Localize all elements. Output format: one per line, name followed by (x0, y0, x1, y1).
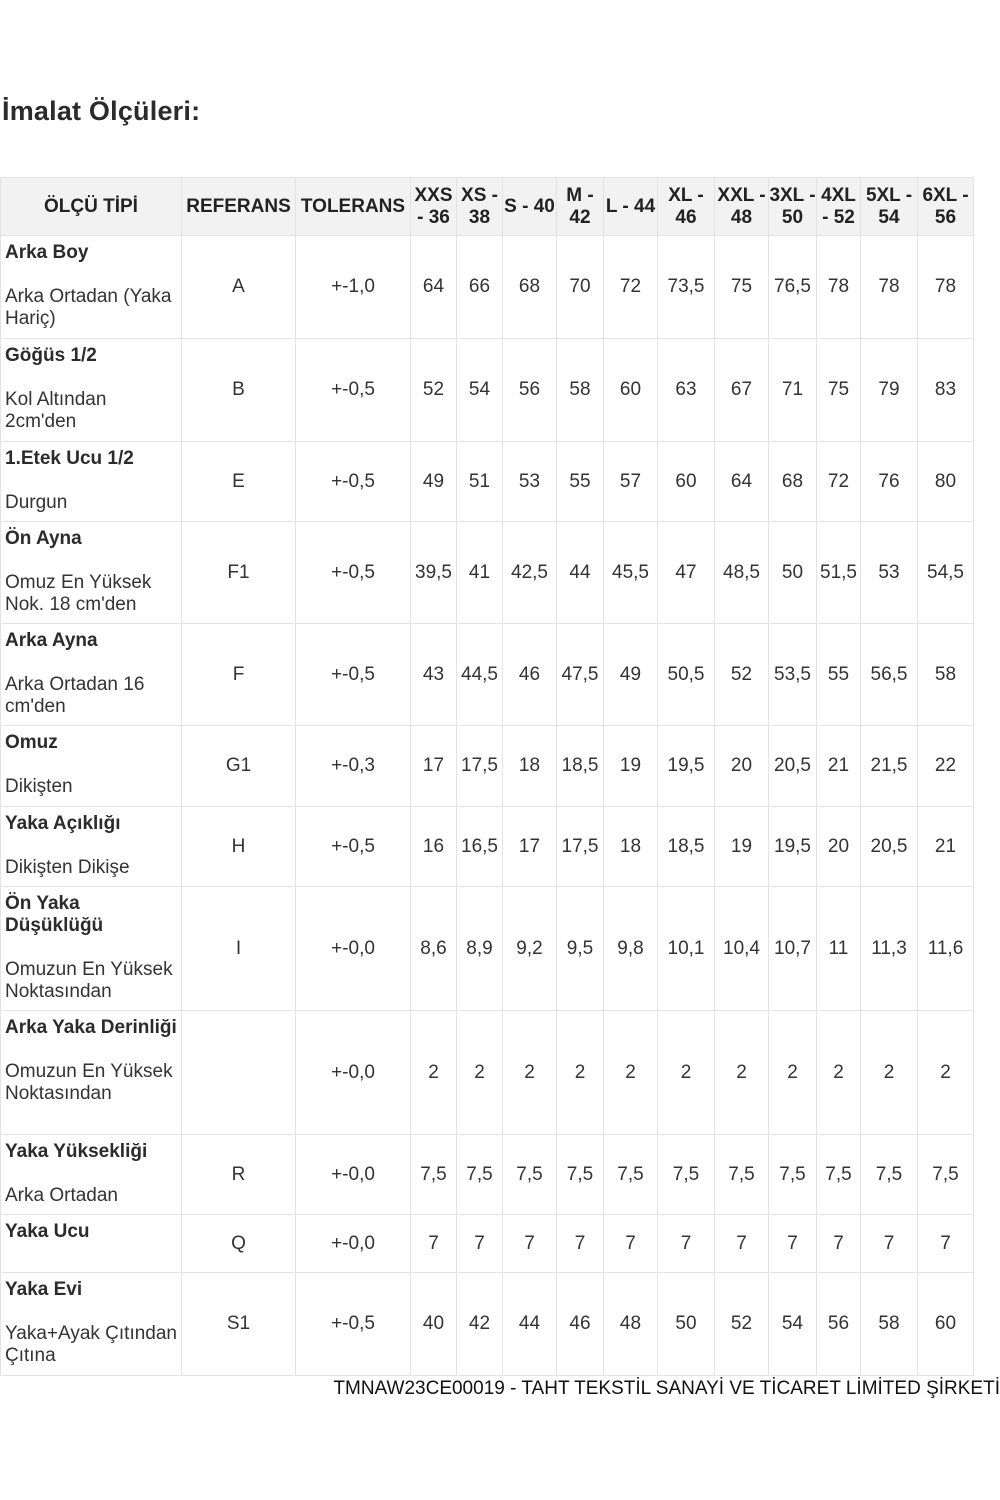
size-value-cell: 47,5 (557, 624, 604, 726)
measurement-name: Arka Ayna (5, 630, 98, 651)
header-size: XL - 46 (658, 178, 715, 236)
size-value-cell: 83 (918, 339, 974, 442)
table-row (1, 1215, 974, 1273)
size-value-cell: 7,5 (817, 1135, 861, 1215)
table-body (1, 236, 974, 1376)
size-value-cell: 56 (503, 339, 557, 442)
measurement-name: Yaka Yüksekliği (5, 1141, 148, 1162)
size-value-cell: 42 (457, 1273, 503, 1376)
size-value-cell: 44 (557, 522, 604, 624)
size-value-cell: 46 (503, 624, 557, 726)
size-value-cell: 50,5 (658, 624, 715, 726)
size-value-cell: 2 (769, 1011, 817, 1135)
header-tolerance: TOLERANS (296, 178, 411, 236)
page-title: İmalat Ölçüleri: (2, 96, 201, 126)
tolerance-cell: +-0,0 (296, 887, 411, 1011)
size-value-cell: 17,5 (457, 726, 503, 807)
size-value-cell: 73,5 (658, 236, 715, 339)
size-value-cell: 71 (769, 339, 817, 442)
size-value-cell: 78 (817, 236, 861, 339)
header-size: L - 44 (604, 178, 658, 236)
header-measurement-type: ÖLÇÜ TİPİ (1, 178, 182, 236)
measurement-description: Dikişten Dikişe (5, 857, 130, 878)
reference-cell: E (182, 442, 296, 522)
reference-cell: F (182, 624, 296, 726)
size-value-cell: 2 (918, 1011, 974, 1135)
measurement-description: Dikişten (5, 776, 73, 797)
size-value-cell: 75 (817, 339, 861, 442)
size-value-cell: 2 (604, 1011, 658, 1135)
size-value-cell: 2 (457, 1011, 503, 1135)
footer-company-text: TMNAW23CE00019 - TAHT TEKSTİL SANAYİ VE TİCARET LİMİTED ŞİRKETİ (333, 1378, 1000, 1399)
size-value-cell: 58 (918, 624, 974, 726)
table-row (1, 1011, 974, 1135)
size-value-cell: 63 (658, 339, 715, 442)
size-value-cell: 2 (817, 1011, 861, 1135)
measurement-description: Omuzun En Yüksek Noktasından (5, 1061, 173, 1104)
size-value-cell: 56 (817, 1273, 861, 1376)
size-value-cell: 11 (817, 887, 861, 1011)
size-value-cell: 2 (411, 1011, 457, 1135)
size-value-cell: 46 (557, 1273, 604, 1376)
reference-cell: G1 (182, 726, 296, 807)
size-value-cell: 72 (817, 442, 861, 522)
size-value-cell: 51,5 (817, 522, 861, 624)
size-value-cell: 10,4 (715, 887, 769, 1011)
table-header (1, 178, 974, 236)
table-row (1, 339, 974, 442)
size-value-cell: 50 (769, 522, 817, 624)
tolerance-cell: +-0,5 (296, 807, 411, 887)
size-value-cell: 21 (817, 726, 861, 807)
size-value-cell: 7,5 (861, 1135, 918, 1215)
size-value-cell: 7,5 (918, 1135, 974, 1215)
table-row (1, 1135, 974, 1215)
size-value-cell: 22 (918, 726, 974, 807)
reference-cell: R (182, 1135, 296, 1215)
table-row (1, 236, 974, 339)
size-value-cell: 7 (918, 1215, 974, 1273)
size-value-cell: 7 (503, 1215, 557, 1273)
size-value-cell: 52 (411, 339, 457, 442)
size-value-cell: 11,3 (861, 887, 918, 1011)
size-value-cell: 47 (658, 522, 715, 624)
measurement-name-cell (1, 236, 182, 339)
measurement-description: Omuzun En Yüksek Noktasından (5, 959, 173, 1002)
reference-cell: I (182, 887, 296, 1011)
size-value-cell: 80 (918, 442, 974, 522)
size-value-cell: 2 (861, 1011, 918, 1135)
size-value-cell: 7,5 (411, 1135, 457, 1215)
size-value-cell: 18 (503, 726, 557, 807)
size-value-cell: 19,5 (769, 807, 817, 887)
size-value-cell: 42,5 (503, 522, 557, 624)
size-value-cell: 11,6 (918, 887, 974, 1011)
header-size: 6XL - 56 (918, 178, 974, 236)
size-value-cell: 10,7 (769, 887, 817, 1011)
measurement-description: Arka Ortadan 16 cm'den (5, 674, 145, 717)
size-value-cell: 19 (604, 726, 658, 807)
table-row (1, 624, 974, 726)
size-value-cell: 7 (411, 1215, 457, 1273)
size-value-cell: 55 (557, 442, 604, 522)
measurement-name-cell (1, 522, 182, 624)
header-row (1, 178, 974, 236)
size-value-cell: 18,5 (658, 807, 715, 887)
reference-cell: B (182, 339, 296, 442)
size-value-cell: 40 (411, 1273, 457, 1376)
size-value-cell: 78 (918, 236, 974, 339)
size-value-cell: 19 (715, 807, 769, 887)
size-value-cell: 52 (715, 624, 769, 726)
table-row (1, 522, 974, 624)
measurement-name: Ön Yaka Düşüklüğü (5, 893, 104, 936)
measurement-description: Kol Altından 2cm'den (5, 389, 107, 432)
header-size: XXS - 36 (411, 178, 457, 236)
table-row (1, 887, 974, 1011)
size-value-cell: 67 (715, 339, 769, 442)
table-row (1, 807, 974, 887)
tolerance-cell: +-0,0 (296, 1011, 411, 1135)
size-value-cell: 75 (715, 236, 769, 339)
size-value-cell: 53 (861, 522, 918, 624)
size-value-cell: 16,5 (457, 807, 503, 887)
table-row (1, 726, 974, 807)
tolerance-cell: +-0,5 (296, 1273, 411, 1376)
measurement-name: Göğüs 1/2 (5, 345, 97, 366)
measurement-table (0, 177, 974, 1376)
size-value-cell: 48,5 (715, 522, 769, 624)
header-size: 3XL - 50 (769, 178, 817, 236)
measurement-name: 1.Etek Ucu 1/2 (5, 448, 134, 469)
size-value-cell: 41 (457, 522, 503, 624)
size-value-cell: 50 (658, 1273, 715, 1376)
size-value-cell: 48 (604, 1273, 658, 1376)
size-value-cell: 7 (715, 1215, 769, 1273)
size-value-cell: 54 (457, 339, 503, 442)
size-value-cell: 7,5 (769, 1135, 817, 1215)
size-value-cell: 51 (457, 442, 503, 522)
size-value-cell: 7 (769, 1215, 817, 1273)
size-value-cell: 79 (861, 339, 918, 442)
measurement-description: Omuz En Yüksek Nok. 18 cm'den (5, 572, 152, 615)
tolerance-cell: +-0,5 (296, 442, 411, 522)
measurement-name-cell (1, 1011, 182, 1135)
size-value-cell: 2 (658, 1011, 715, 1135)
size-value-cell: 49 (604, 624, 658, 726)
size-value-cell: 66 (457, 236, 503, 339)
size-value-cell: 17,5 (557, 807, 604, 887)
size-value-cell: 54,5 (918, 522, 974, 624)
measurement-description: Arka Ortadan (Yaka Hariç) (5, 286, 172, 329)
size-value-cell: 2 (715, 1011, 769, 1135)
header-size: XXL - 48 (715, 178, 769, 236)
size-value-cell: 60 (658, 442, 715, 522)
size-value-cell: 72 (604, 236, 658, 339)
reference-cell: Q (182, 1215, 296, 1273)
size-value-cell: 8,6 (411, 887, 457, 1011)
measurement-name: Yaka Ucu (5, 1221, 90, 1242)
size-value-cell: 17 (503, 807, 557, 887)
reference-cell: H (182, 807, 296, 887)
size-value-cell: 9,2 (503, 887, 557, 1011)
size-value-cell: 2 (557, 1011, 604, 1135)
size-value-cell: 10,1 (658, 887, 715, 1011)
size-value-cell: 60 (918, 1273, 974, 1376)
size-value-cell: 70 (557, 236, 604, 339)
tolerance-cell: +-0,5 (296, 624, 411, 726)
measurement-name-cell (1, 1215, 182, 1273)
size-value-cell: 9,5 (557, 887, 604, 1011)
size-value-cell: 7,5 (604, 1135, 658, 1215)
size-value-cell: 52 (715, 1273, 769, 1376)
size-value-cell: 64 (411, 236, 457, 339)
size-value-cell: 58 (557, 339, 604, 442)
size-value-cell: 20,5 (861, 807, 918, 887)
size-value-cell: 53 (503, 442, 557, 522)
size-value-cell: 43 (411, 624, 457, 726)
size-value-cell: 7,5 (457, 1135, 503, 1215)
size-value-cell: 2 (503, 1011, 557, 1135)
reference-cell (182, 1011, 296, 1135)
size-value-cell: 76,5 (769, 236, 817, 339)
size-value-cell: 39,5 (411, 522, 457, 624)
size-value-cell: 55 (817, 624, 861, 726)
header-size: XS - 38 (457, 178, 503, 236)
size-value-cell: 7 (604, 1215, 658, 1273)
measurement-name-cell (1, 1135, 182, 1215)
header-size: 5XL - 54 (861, 178, 918, 236)
tolerance-cell: +-0,3 (296, 726, 411, 807)
measurement-name-cell (1, 442, 182, 522)
size-value-cell: 18,5 (557, 726, 604, 807)
reference-cell: A (182, 236, 296, 339)
measurement-description: Arka Ortadan (5, 1185, 118, 1206)
measurement-name: Arka Boy (5, 242, 89, 263)
size-value-cell: 58 (861, 1273, 918, 1376)
size-value-cell: 7,5 (503, 1135, 557, 1215)
measurement-name: Ön Ayna (5, 528, 82, 549)
header-size: 4XL - 52 (817, 178, 861, 236)
reference-cell: S1 (182, 1273, 296, 1376)
size-value-cell: 18 (604, 807, 658, 887)
size-value-cell: 17 (411, 726, 457, 807)
size-value-cell: 54 (769, 1273, 817, 1376)
size-value-cell: 7,5 (658, 1135, 715, 1215)
size-value-cell: 7 (557, 1215, 604, 1273)
size-value-cell: 45,5 (604, 522, 658, 624)
size-value-cell: 19,5 (658, 726, 715, 807)
size-value-cell: 7 (861, 1215, 918, 1273)
measurement-name: Arka Yaka Derinliği (5, 1017, 177, 1038)
tolerance-cell: +-0,5 (296, 339, 411, 442)
size-value-cell: 20 (715, 726, 769, 807)
tolerance-cell: +-0,0 (296, 1215, 411, 1273)
measurement-name: Omuz (5, 732, 58, 753)
size-value-cell: 20 (817, 807, 861, 887)
size-value-cell: 49 (411, 442, 457, 522)
size-value-cell: 76 (861, 442, 918, 522)
size-value-cell: 44,5 (457, 624, 503, 726)
size-value-cell: 57 (604, 442, 658, 522)
size-value-cell: 56,5 (861, 624, 918, 726)
measurement-name-cell (1, 887, 182, 1011)
measurement-name-cell (1, 1273, 182, 1376)
table-row (1, 442, 974, 522)
size-value-cell: 7 (817, 1215, 861, 1273)
size-value-cell: 7 (658, 1215, 715, 1273)
size-value-cell: 53,5 (769, 624, 817, 726)
measurement-name: Yaka Evi (5, 1279, 83, 1300)
header-size: M - 42 (557, 178, 604, 236)
tolerance-cell: +-0,0 (296, 1135, 411, 1215)
size-value-cell: 21,5 (861, 726, 918, 807)
size-value-cell: 68 (769, 442, 817, 522)
size-value-cell: 78 (861, 236, 918, 339)
table-row (1, 1273, 974, 1376)
tolerance-cell: +-1,0 (296, 236, 411, 339)
size-value-cell: 20,5 (769, 726, 817, 807)
measurement-name-cell (1, 807, 182, 887)
tolerance-cell: +-0,5 (296, 522, 411, 624)
size-value-cell: 21 (918, 807, 974, 887)
size-value-cell: 44 (503, 1273, 557, 1376)
size-value-cell: 68 (503, 236, 557, 339)
size-value-cell: 60 (604, 339, 658, 442)
header-size: S - 40 (503, 178, 557, 236)
measurement-name: Yaka Açıklığı (5, 813, 121, 834)
size-value-cell: 64 (715, 442, 769, 522)
size-value-cell: 16 (411, 807, 457, 887)
reference-cell: F1 (182, 522, 296, 624)
size-value-cell: 7,5 (557, 1135, 604, 1215)
measurement-name-cell (1, 339, 182, 442)
size-value-cell: 7,5 (715, 1135, 769, 1215)
size-value-cell: 9,8 (604, 887, 658, 1011)
measurement-description: Durgun (5, 492, 68, 513)
measurement-name-cell (1, 624, 182, 726)
size-value-cell: 8,9 (457, 887, 503, 1011)
measurement-description: Yaka+Ayak Çıtından Çıtına (5, 1323, 177, 1366)
measurement-name-cell (1, 726, 182, 807)
size-value-cell: 7 (457, 1215, 503, 1273)
header-reference: REFERANS (182, 178, 296, 236)
